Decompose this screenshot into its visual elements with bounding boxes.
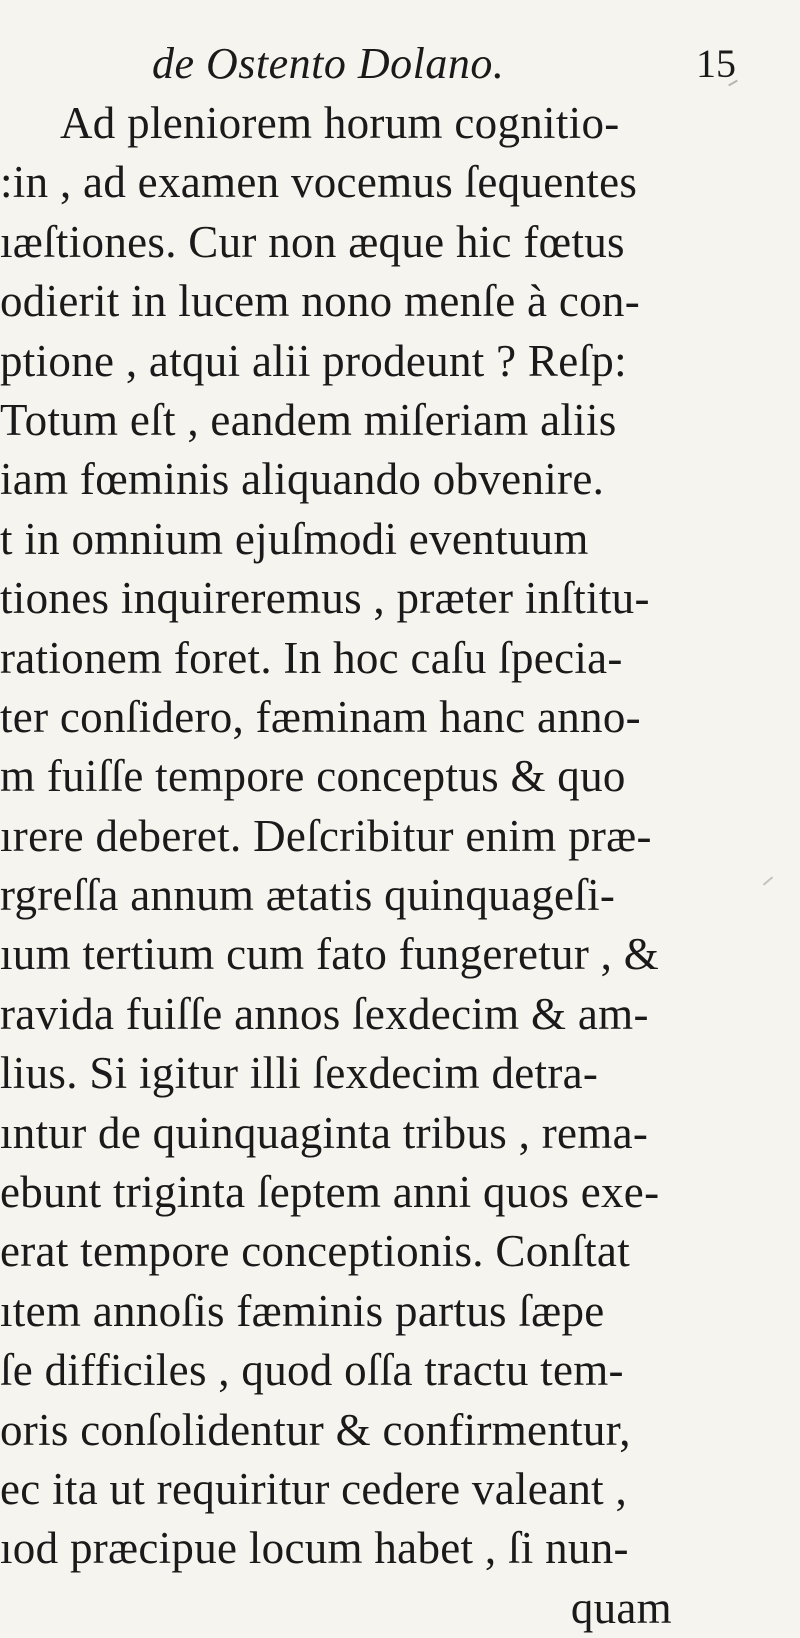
text-line: ıod præcipue locum habet , ſi nun- — [0, 1523, 629, 1574]
text-line: ırere deberet. Deſcribitur enim præ- — [0, 810, 652, 861]
text-line: oris conſolidentur & confirmentur, — [0, 1404, 631, 1455]
page-header — [0, 34, 800, 94]
text-line: rgreſſa annum ætatis quinquageſi- — [0, 870, 616, 921]
text-line: ptione , atqui alii prodeunt ? Reſp: — [0, 335, 627, 386]
text-line: tiones inquireremus , præter inſtitu- — [0, 573, 650, 624]
text-line: Totum eſt , eandem miſeriam aliis — [0, 394, 617, 445]
text-line: Ad pleniorem horum cognitio- — [60, 98, 620, 148]
text-line: ıum tertium cum fato fungeretur , & — [0, 929, 660, 980]
text-line: lius. Si igitur illi ſexdecim detra- — [0, 1048, 599, 1099]
text-line: ebunt triginta ſeptem anni quos exe- — [0, 1167, 660, 1218]
text-line: ıntur de quinquaginta tribus , rema- — [0, 1107, 649, 1158]
text-line: ſe difficiles , quod oſſa tractu tem- — [0, 1345, 624, 1396]
text-line: :in , ad examen vocemus ſequentes — [0, 157, 638, 208]
body-text — [0, 94, 800, 1638]
text-line: rationem foret. In hoc caſu ſpecia- — [0, 632, 623, 683]
text-line: odierit in lucem nono menſe à con- — [0, 276, 641, 327]
text-line: m fuiſſe tempore conceptus & quo — [0, 751, 626, 802]
text-line: ravida fuiſſe annos ſexdecim & am- — [0, 988, 649, 1039]
page-number: 15 — [696, 41, 736, 86]
text-line: ıtem annoſis fæminis partus ſæpe — [0, 1285, 605, 1336]
catchword: quam — [570, 1582, 672, 1633]
running-title: de Ostento Dolano. — [152, 39, 505, 88]
text-line: ec ita ut requiritur cedere valeant , — [0, 1463, 628, 1514]
text-line: ıæſtiones. Cur non æque hic fœtus — [0, 216, 625, 267]
text-line: iam fœminis aliquando obvenire. — [0, 454, 605, 505]
text-line: erat tempore conceptionis. Conſtat — [0, 1226, 631, 1277]
text-line: ter conſidero, fæminam hanc anno- — [0, 691, 641, 742]
text-line: t in omnium ejuſmodi eventuum — [0, 513, 589, 564]
